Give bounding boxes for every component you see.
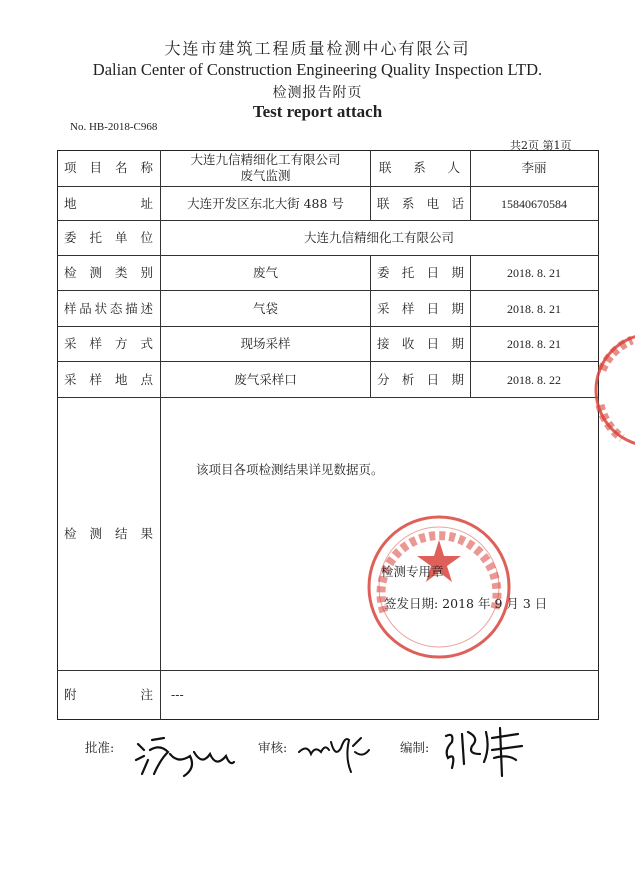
value-entrust-date: 2018. 8. 21 — [507, 266, 561, 280]
label-receive-date: 接 收 日 期 — [377, 336, 464, 351]
report-number: No. HB-2018-C968 — [70, 121, 158, 133]
value-receive-date: 2018. 8. 21 — [507, 337, 561, 351]
label-analysis-date: 分 析 日 期 — [377, 371, 464, 387]
report-table — [57, 150, 599, 720]
value-project-name: 大连九信精细化工有限公司 废气监测 — [190, 152, 341, 183]
label-sample-state: 样 品 状 态 描 述 — [64, 300, 153, 316]
result-text: 该项目各项检测结果详见数据页。 — [196, 462, 384, 477]
value-phone: 15840670584 — [501, 196, 567, 211]
value-analysis-date: 2018. 8. 22 — [507, 372, 561, 387]
label-sampling-site: 采 样 地 点 — [64, 371, 153, 387]
prepare-signature-icon — [438, 724, 528, 784]
value-sample-state: 气袋 — [252, 300, 278, 316]
value-client: 大连九信精细化工有限公司 — [303, 230, 454, 245]
value-address: 大连开发区东北大街 488 号 — [187, 195, 344, 211]
label-client: 委 托 单 位 — [64, 230, 153, 245]
report-subtitle: 检测报告附页 — [272, 85, 363, 101]
page-edge-seal-icon — [592, 330, 635, 450]
value-test-type: 废气 — [252, 265, 278, 280]
value-sampling-date: 2018. 8. 21 — [507, 301, 561, 316]
org-name-en: Dalian Center of Construction Engineering Quality Inspection LTD. — [92, 60, 543, 79]
label-address: 地 址 — [64, 195, 153, 211]
label-sampling-method: 采 样 方 式 — [64, 336, 153, 351]
org-name-cn: 大连市建筑工程质量检测中心有限公司 — [164, 39, 471, 58]
label-project-name: 项 目 名 称 — [64, 160, 153, 175]
review-label: 审核: — [258, 740, 288, 755]
value-sampling-site: 废气采样口 — [234, 371, 297, 387]
issue-date: 签发日期: 2018 年 9 月 3 日 — [384, 596, 548, 611]
approve-label: 批准: — [85, 740, 115, 755]
label-phone: 联 系 电 话 — [377, 195, 464, 211]
inspection-seal-icon — [364, 512, 514, 662]
label-result: 检 测 结 果 — [64, 526, 153, 541]
label-test-type: 检 测 类 别 — [64, 265, 153, 280]
value-contact: 李丽 — [521, 160, 547, 175]
review-signature-icon — [295, 728, 375, 778]
label-sampling-date: 采 样 日 期 — [377, 300, 464, 316]
value-notes: --- — [171, 686, 184, 702]
prepare-label: 编制: — [400, 740, 430, 755]
seal-label: 检测专用章 — [381, 564, 444, 579]
label-notes: 附 注 — [64, 686, 153, 702]
approve-signature-icon — [130, 730, 240, 780]
value-sampling-method: 现场采样 — [240, 336, 291, 351]
page-info: 共2页 第1页 — [510, 139, 572, 152]
report-title: Test report attach — [252, 102, 383, 121]
label-entrust-date: 委 托 日 期 — [377, 265, 464, 280]
label-contact: 联 系 人 — [379, 160, 460, 175]
